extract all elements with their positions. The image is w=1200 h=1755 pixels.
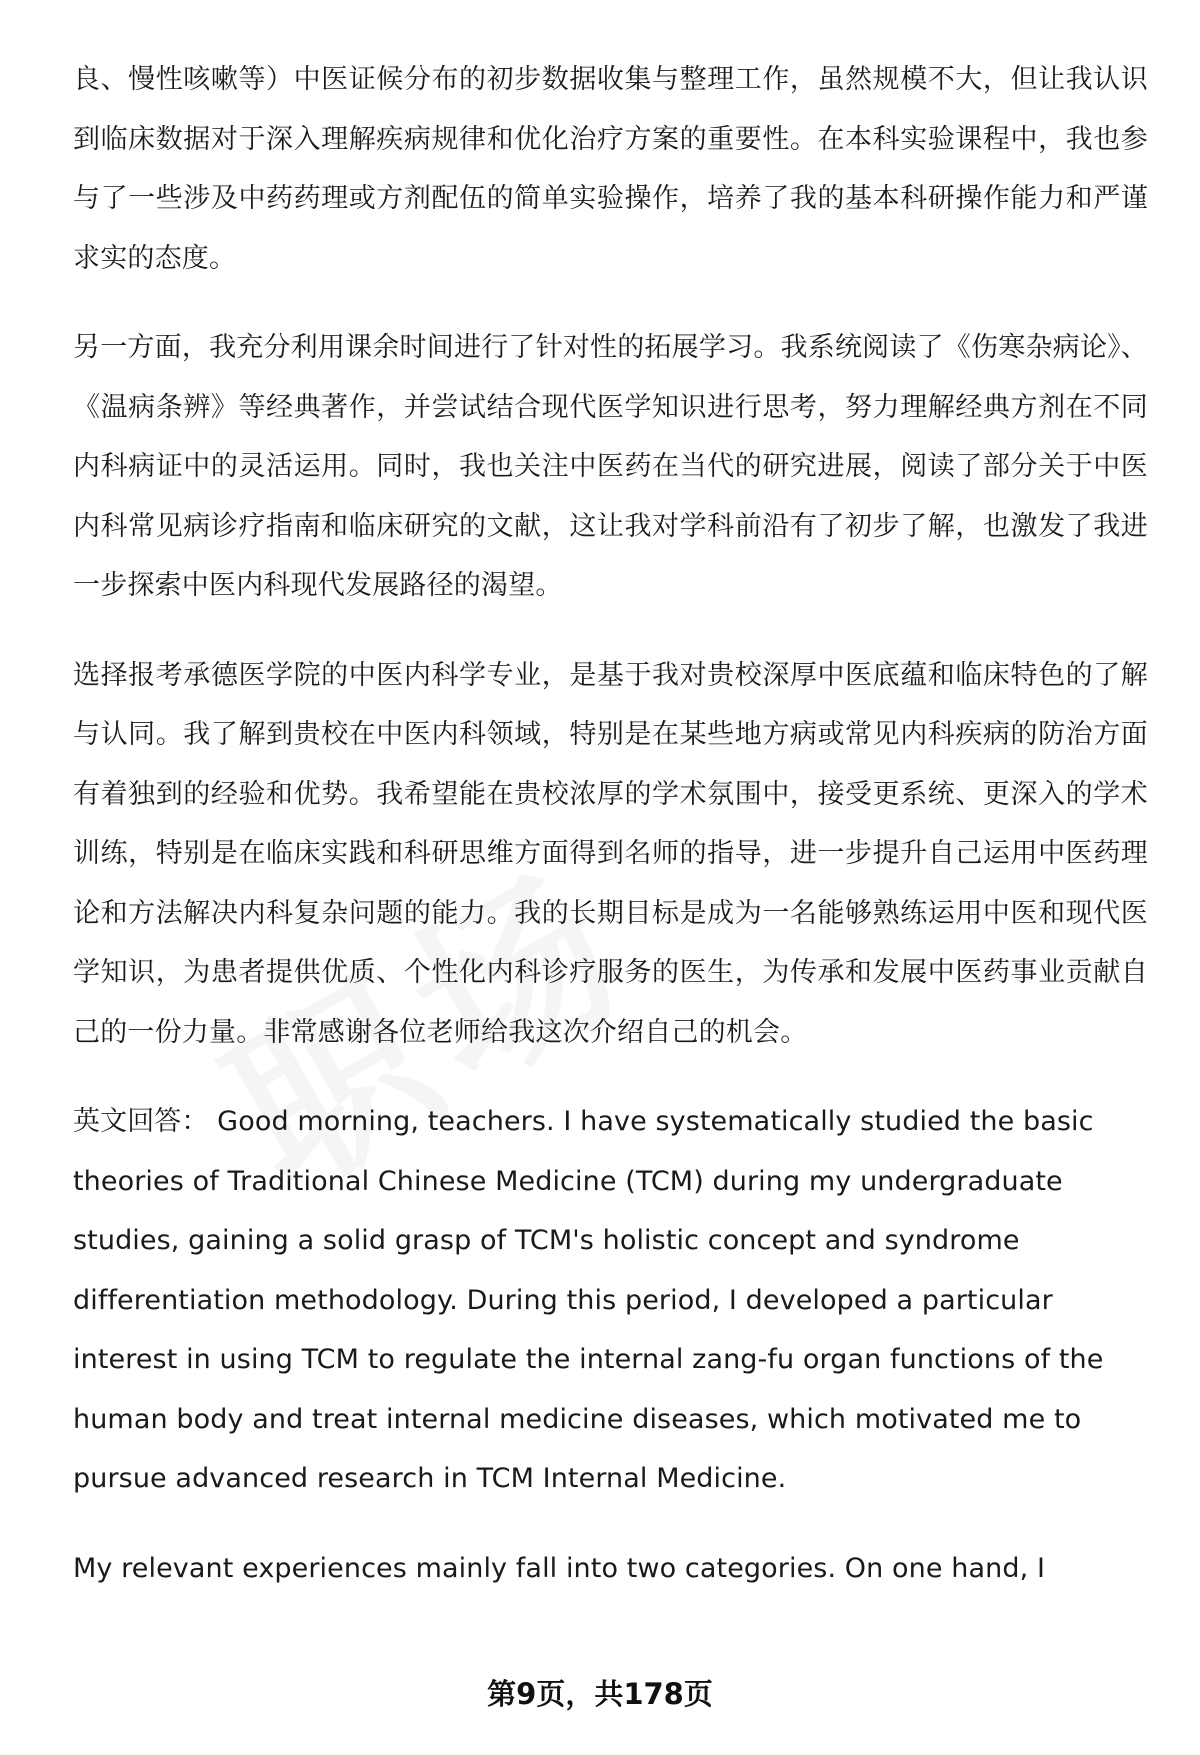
- page-number: 第9页，共178页: [487, 1677, 713, 1711]
- paragraph-english-continued: My relevant experiences mainly fall into two categories. On one hand, I: [73, 1552, 1046, 1584]
- paragraph-application-reason: 选择报考承德医学院的中医内科学专业，是基于我对贵校深厚中医底蕴和临床特色的了解与认同。我了解到贵校在中医内科领域，特别是在某些地方病或常见内科疾病的防治方面有着独到的经验和优势。我希望能在贵校浓厚的学术氛围中，接受更系统、更深入的学术训练，特别是在临床实践和科研思维方面得到名师的指导，进一步提升自己运用中医药理论和方法解决内科复杂问题的能力。我的长期目标是成为一名能够熟练运用中医和现代医学知识，为患者提供优质、个性化内科诊疗服务的医生，为传承和发展中医药事业贡献自己的一份力量。非常感谢各位老师给我这次介绍自己的机会。: [73, 659, 1148, 1048]
- paragraph-extended-study: 另一方面，我充分利用课余时间进行了针对性的拓展学习。我系统阅读了《伤寒杂病论》、《温病条辨》等经典著作，并尝试结合现代医学知识进行思考，努力理解经典方剂在不同内科病证中的灵活运用。同时，我也关注中医药在当代的研究进展，阅读了部分关于中医内科常见病诊疗指南和临床研究的文献，这让我对学科前沿有了初步了解，也激发了我进一步探索中医内科现代发展路径的渴望。: [73, 332, 1148, 601]
- paragraph-research-experience: 良、慢性咳嗽等）中医证候分布的初步数据收集与整理工作，虽然规模不大，但让我认识到临床数据对于深入理解疾病规律和优化治疗方案的重要性。在本科实验课程中，我也参与了一些涉及中药药理或方剂配伍的简单实验操作，培养了我的基本科研操作能力和严谨求实的态度。: [73, 64, 1148, 274]
- paragraph-english-answer: 英文回答： Good morning, teachers. I have systematically studied the basic theories of Traditional Chinese Medicine (TCM) during my undergraduate studies, gaining a solid grasp of TCM's holistic concept and syndrome differentiation methodology. During this period, I developed a particular interest in using TCM to regulate the internal zang-fu organ functions of the human body and treat internal medicine diseases, which motivated me to pursue advanced research in TCM Internal Medicine.: [73, 1106, 1104, 1494]
- document-body: [73, 50, 1148, 1628]
